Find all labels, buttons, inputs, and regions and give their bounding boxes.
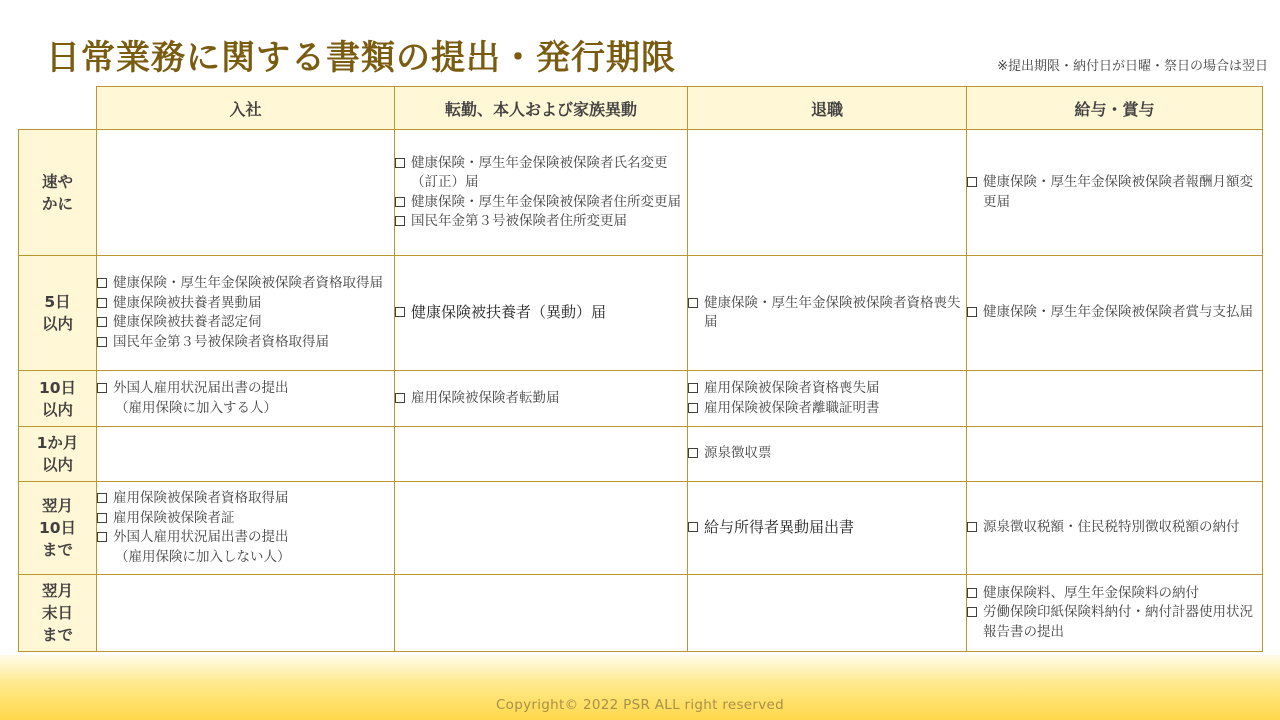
checkbox-icon — [97, 298, 107, 308]
table-row — [19, 482, 1263, 575]
cell-1month-transfer — [395, 427, 688, 482]
column-header-retirement: 退職 — [688, 87, 967, 130]
checkbox-icon — [967, 307, 977, 317]
table-row — [19, 427, 1263, 482]
checkbox-icon — [395, 158, 405, 168]
checkbox-icon — [688, 403, 698, 413]
checkbox-icon — [395, 307, 405, 317]
checkbox-icon — [967, 522, 977, 532]
cell-promptly-transfer — [395, 130, 688, 256]
row-header-next-month-10th: 翌月 10日 まで — [19, 482, 97, 575]
cell-1month-salary — [967, 427, 1263, 482]
checkbox-icon — [97, 532, 107, 542]
list-item[interactable]: 健康保険・厚生年金保険被保険者報酬月額変更届 — [967, 173, 1262, 212]
list-item[interactable]: 雇用保険被保険者離職証明書 — [688, 399, 966, 419]
list-item[interactable]: 外国人雇用状況届出書の提出 — [97, 379, 394, 399]
checkbox-icon — [97, 383, 107, 393]
row-header-next-month-end: 翌月 末日 まで — [19, 575, 97, 652]
list-item[interactable]: 雇用保険被保険者転勤届 — [395, 389, 687, 409]
list-item[interactable]: 雇用保険被保険者証 — [97, 509, 394, 529]
list-item[interactable]: 源泉徴収票 — [688, 444, 966, 464]
cell-next10-retirement — [688, 482, 967, 575]
column-header-onboarding: 入社 — [97, 87, 395, 130]
checkbox-icon — [97, 493, 107, 503]
cell-nextend-transfer — [395, 575, 688, 652]
list-item[interactable]: 給与所得者異動届出書 — [688, 518, 966, 538]
checkbox-icon — [97, 278, 107, 288]
checkbox-icon — [688, 522, 698, 532]
table-row — [19, 256, 1263, 371]
cell-promptly-onboarding — [97, 130, 395, 256]
list-item[interactable]: 労働保険印紙保険料納付・納付計器使用状況報告書の提出 — [967, 603, 1262, 642]
checkbox-icon — [967, 588, 977, 598]
list-item[interactable]: 健康保険・厚生年金保険被保険者資格喪失届 — [688, 294, 966, 333]
checkbox-icon — [688, 448, 698, 458]
cell-10days-transfer — [395, 371, 688, 427]
cell-5days-salary — [967, 256, 1263, 371]
cell-5days-retirement — [688, 256, 967, 371]
cell-nextend-onboarding — [97, 575, 395, 652]
table-row — [19, 371, 1263, 427]
cell-nextend-salary — [967, 575, 1263, 652]
list-item[interactable]: 健康保険被扶養者（異動）届 — [395, 303, 687, 323]
row-header-promptly: 速や かに — [19, 130, 97, 256]
list-item[interactable]: 外国人雇用状況届出書の提出 — [97, 528, 394, 548]
list-item[interactable]: 健康保険料、厚生年金保険料の納付 — [967, 584, 1262, 604]
checkbox-icon — [395, 197, 405, 207]
list-item[interactable]: 健康保険・厚生年金保険被保険者賞与支払届 — [967, 303, 1262, 323]
copyright-text: Copyright© 2022 PSR ALL right reserved — [495, 697, 785, 713]
column-header-transfer: 転勤、本人および家族異動 — [395, 87, 688, 130]
cell-10days-onboarding — [97, 371, 395, 427]
list-item[interactable]: 雇用保険被保険者資格取得届 — [97, 489, 394, 509]
checkbox-icon — [688, 383, 698, 393]
list-item-note: （雇用保険に加入しない人） — [115, 548, 291, 565]
checkbox-icon — [97, 513, 107, 523]
cell-next10-transfer — [395, 482, 688, 575]
checkbox-icon — [97, 337, 107, 347]
list-item[interactable]: 雇用保険被保険者資格喪失届 — [688, 379, 966, 399]
holiday-note: ※提出期限・納付日が日曜・祭日の場合は翌日 — [997, 59, 1268, 74]
checkbox-icon — [395, 216, 405, 226]
page-title: 日常業務に関する書類の提出・発行期限 — [46, 38, 676, 78]
cell-promptly-retirement — [688, 130, 967, 256]
cell-1month-onboarding — [97, 427, 395, 482]
list-item[interactable]: 国民年金第３号被保険者資格取得届 — [97, 333, 394, 353]
checkbox-icon — [395, 393, 405, 403]
cell-10days-salary — [967, 371, 1263, 427]
list-item[interactable]: 健康保険・厚生年金保険被保険者氏名変更（訂正）届 — [395, 154, 687, 193]
deadline-table — [18, 86, 1263, 652]
list-item[interactable]: 健康保険被扶養者認定伺 — [97, 313, 394, 333]
table-row — [19, 130, 1263, 256]
cell-1month-retirement — [688, 427, 967, 482]
cell-nextend-retirement — [688, 575, 967, 652]
list-item[interactable]: 国民年金第３号被保険者住所変更届 — [395, 212, 687, 232]
column-header-salary: 給与・賞与 — [967, 87, 1263, 130]
row-header-10days: 10日 以内 — [19, 371, 97, 427]
checkbox-icon — [967, 607, 977, 617]
checkbox-icon — [688, 298, 698, 308]
row-header-5days: 5日 以内 — [19, 256, 97, 371]
cell-next10-onboarding — [97, 482, 395, 575]
table-corner — [19, 87, 97, 130]
list-item-note: （雇用保険に加入する人） — [115, 399, 277, 416]
list-item[interactable]: 源泉徴収税額・住民税特別徴収税額の納付 — [967, 518, 1262, 538]
list-item[interactable]: 健康保険・厚生年金保険被保険者資格取得届 — [97, 274, 394, 294]
checkbox-icon — [97, 317, 107, 327]
cell-10days-retirement — [688, 371, 967, 427]
list-item[interactable]: 健康保険・厚生年金保険被保険者住所変更届 — [395, 193, 687, 213]
cell-5days-onboarding — [97, 256, 395, 371]
row-header-1month: 1か月 以内 — [19, 427, 97, 482]
table-row — [19, 575, 1263, 652]
cell-promptly-salary — [967, 130, 1263, 256]
cell-5days-transfer — [395, 256, 688, 371]
checkbox-icon — [967, 177, 977, 187]
list-item[interactable]: 健康保険被扶養者異動届 — [97, 294, 394, 314]
cell-next10-salary — [967, 482, 1263, 575]
